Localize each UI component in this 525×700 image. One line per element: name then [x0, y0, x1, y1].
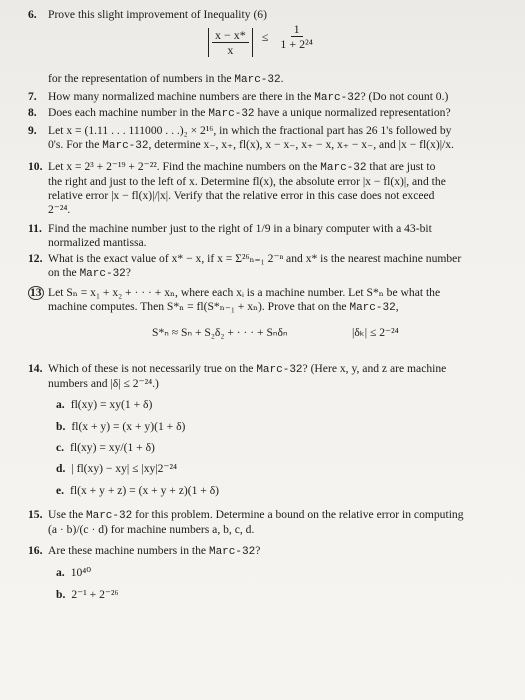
marc-32-term: Marc-32 — [256, 364, 303, 376]
marc-32-term: Marc-32 — [234, 74, 281, 86]
problem-14: 14. Which of these is not necessarily true on the Marc-32? (Here x, y, and z are machine numbers and |δ| ≤ 2⁻²⁴.) — [28, 362, 447, 390]
problem-9: 9. Let x = (1.11 . . . 111000 . . .)₂ × 2¹⁶, in which the fractional part has 26 1's followed by 0's. For the Marc-32, determine x₋, x₊, fl(x), x − x₋, x₊ − x, x₊ − x₋, and |x − fl(x)|/x. — [28, 124, 454, 152]
option-16b: b. 2⁻¹ + 2⁻²⁶ — [56, 588, 119, 601]
option-14c: c. fl(xy) = xy/(1 + δ) — [56, 441, 155, 454]
problem-8: 8. Does each machine number in the Marc-32 have a unique normalized representation? — [28, 106, 451, 120]
option-14a: a. fl(xy) = xy(1 + δ) — [56, 398, 153, 411]
problem-15: 15. Use the Marc-32 for this problem. Determine a bound on the relative error in computing (a · b)/(c · d) for machine numbers a, b, c, d. — [28, 508, 464, 536]
problem-12: 12. What is the exact value of x* − x, if x = Σ²⁶ₙ₌₁ 2⁻ⁿ and x* is the nearest machine number on the Marc-32? — [28, 252, 462, 280]
marc-32-term: Marc-32 — [79, 268, 126, 280]
marc-32-term: Marc-32 — [314, 92, 361, 104]
marc-32-term: Marc-32 — [320, 162, 367, 174]
circled-problem-number: 13 — [30, 286, 42, 299]
problem-number: 6. — [28, 8, 37, 21]
marc-32-term: Marc-32 — [208, 108, 255, 120]
option-14e: e. fl(x + y + z) = (x + y + z)(1 + δ) — [56, 484, 220, 497]
inequality-formula: $\frac{x - x*}{x}$ ≤ $\frac{1}{\text{1 + 2²⁴}}$ — [208, 22, 316, 57]
delta-bound-formula: |δₖ| ≤ 2⁻²⁴ — [352, 326, 399, 339]
marc-32-term: Marc-32 — [349, 302, 396, 314]
marc-32-term: Marc-32 — [102, 140, 149, 152]
problem-11: 11. Find the machine number just to the right of 1/9 in a binary computer with a 43-bit normalized mantissa. — [28, 222, 432, 249]
problem-10: 10. Let x = 2³ + 2⁻¹⁹ + 2⁻²². Find the machine numbers on the Marc-32 that are just to the right and just to the left of x. Determine fl(x), the absolute error |x − fl(x)|, and the relative error |x − fl(x)|/|x|. Verify that the relative error in this case does not exceed 2⁻²⁴. — [28, 160, 446, 216]
problem-16: 16. Are these machine numbers in the Marc-32? — [28, 544, 261, 558]
sum-approx-formula: S*ₙ ≈ Sₙ + S₂δ₂ + · · · + Sₙδₙ — [152, 326, 288, 339]
option-14b: b. fl(x + y) = (x + y)(1 + δ) — [56, 420, 186, 433]
option-16a: a. 10⁴⁰ — [56, 566, 91, 579]
option-14d: d. | fl(xy) − xy| ≤ |xy|2⁻²⁴ — [56, 462, 178, 475]
problem-text-follow: for the representation of numbers in the Marc-32. — [48, 72, 284, 86]
problem-text: Prove this slight improvement of Inequality (6) — [48, 8, 267, 21]
marc-32-term: Marc-32 — [208, 546, 256, 558]
problem-13: 13 Let Sₙ = x₁ + x₂ + · · · + xₙ, where each xᵢ is a machine number. Let S*ₙ be what the machine computes. Then S*ₙ = fl(S*ₙ₋₁ + xₙ). Prove that on the Marc-32, — [30, 286, 441, 314]
marc-32-term: Marc-32 — [86, 510, 133, 522]
problem-6 — [28, 8, 504, 22]
problem-7: 7. How many normalized machine numbers are there in the Marc-32? (Do not count 0.) — [28, 90, 449, 104]
abs-value: $\frac{x - x*}{x}$ — [208, 28, 253, 57]
